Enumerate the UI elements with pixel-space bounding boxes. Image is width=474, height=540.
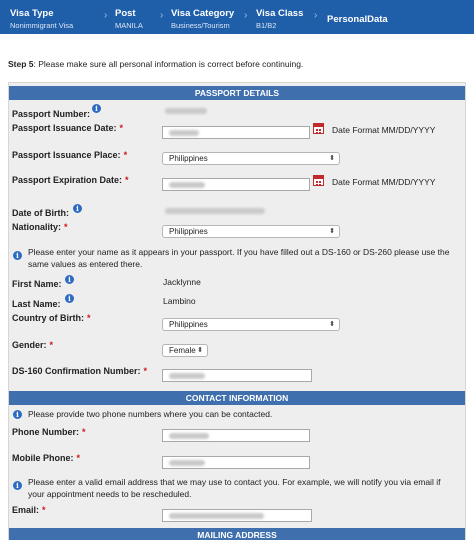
passport-issuance-place-label: Passport Issuance Place: * xyxy=(12,150,128,160)
nationality-label: Nationality: * xyxy=(12,222,68,232)
breadcrumb-separator: › xyxy=(160,10,164,21)
breadcrumb-subtitle: MANILA xyxy=(115,21,143,30)
info-icon: i xyxy=(13,251,22,260)
email-label: Email: * xyxy=(12,505,46,515)
info-icon[interactable]: i xyxy=(65,275,74,284)
breadcrumb-separator: › xyxy=(244,10,248,21)
name-instruction: Please enter your name as it appears in your passport. If you have filled out a DS-160 or DS-260 please use the same values as entered there. xyxy=(28,247,450,269)
phone-number-label: Phone Number: * xyxy=(12,427,86,437)
last-name-value: Lambino xyxy=(163,296,196,306)
breadcrumb-title: PersonalData xyxy=(327,14,388,25)
last-name-label: Last Name: xyxy=(12,299,61,309)
breadcrumb-title: Visa Class xyxy=(256,8,304,19)
input-value xyxy=(169,130,199,136)
mobile-phone-label: Mobile Phone: * xyxy=(12,453,81,463)
breadcrumb-subtitle: Nonimmigrant Visa xyxy=(10,21,74,30)
input-value xyxy=(169,373,205,379)
info-icon[interactable]: i xyxy=(65,294,74,303)
email-instruction: Please enter a valid email address that we may use to contact you. For example, we will notify you via email if your appointment needs to be rescheduled. xyxy=(28,477,441,499)
passport-expiration-date-input[interactable] xyxy=(162,178,310,191)
breadcrumb-subtitle: Business/Tourism xyxy=(171,21,230,30)
breadcrumb-separator: › xyxy=(104,10,108,21)
ds160-confirmation-label: DS-160 Confirmation Number: * xyxy=(12,366,148,376)
info-icon[interactable]: i xyxy=(73,204,82,213)
passport-issuance-place-select[interactable]: Philippines ⬍ xyxy=(162,152,340,165)
calendar-icon[interactable] xyxy=(313,123,324,134)
chevron-updown-icon: ⬍ xyxy=(329,321,335,328)
date-of-birth-label: Date of Birth: xyxy=(12,208,69,218)
passport-issuance-date-input[interactable] xyxy=(162,126,310,139)
date-format-hint: Date Format MM/DD/YYYY xyxy=(332,177,436,187)
nationality-select[interactable]: Philippines ⬍ xyxy=(162,225,340,238)
input-value xyxy=(169,513,264,519)
breadcrumb-separator: › xyxy=(314,10,318,21)
chevron-updown-icon: ⬍ xyxy=(197,347,203,354)
contact-information-header: CONTACT INFORMATION xyxy=(9,391,465,405)
phone-number-input[interactable] xyxy=(162,429,310,442)
mailing-address-header: MAILING ADDRESS xyxy=(9,528,465,540)
info-icon: i xyxy=(13,410,22,419)
breadcrumb-title: Visa Category xyxy=(171,8,235,19)
passport-details-header: PASSPORT DETAILS xyxy=(9,86,465,100)
passport-issuance-date-label: Passport Issuance Date: * xyxy=(12,123,124,133)
first-name-label: First Name: xyxy=(12,279,62,289)
breadcrumb-subtitle: B1/B2 xyxy=(256,21,277,30)
step-text: : Please make sure all personal information is correct before continuing. xyxy=(33,59,304,69)
ds160-confirmation-input[interactable] xyxy=(162,369,312,382)
info-icon[interactable]: i xyxy=(92,104,101,113)
country-of-birth-label: Country of Birth: * xyxy=(12,313,91,323)
passport-number-label: Passport Number: xyxy=(12,109,91,119)
date-format-hint: Date Format MM/DD/YYYY xyxy=(332,125,436,135)
gender-label: Gender: * xyxy=(12,340,54,350)
phone-instruction: Please provide two phone numbers where you can be contacted. xyxy=(28,409,273,419)
passport-expiration-date-label: Passport Expiration Date: * xyxy=(12,175,129,185)
mobile-phone-input[interactable] xyxy=(162,456,310,469)
input-value xyxy=(169,182,205,188)
step-label: Step 5 xyxy=(8,59,34,69)
step-instruction xyxy=(8,59,303,69)
date-of-birth-value xyxy=(165,208,265,214)
input-value xyxy=(169,460,205,466)
breadcrumb xyxy=(0,0,474,34)
chevron-updown-icon: ⬍ xyxy=(329,155,335,162)
breadcrumb-title: Post xyxy=(115,8,136,19)
calendar-icon[interactable] xyxy=(313,175,324,186)
breadcrumb-title: Visa Type xyxy=(10,8,54,19)
gender-select[interactable]: Female ⬍ xyxy=(162,344,208,357)
country-of-birth-select[interactable]: Philippines ⬍ xyxy=(162,318,340,331)
chevron-updown-icon: ⬍ xyxy=(329,228,335,235)
info-icon: i xyxy=(13,481,22,490)
email-input[interactable] xyxy=(162,509,312,522)
passport-number-value xyxy=(165,108,207,114)
input-value xyxy=(169,433,209,439)
first-name-value: Jacklynne xyxy=(163,277,201,287)
